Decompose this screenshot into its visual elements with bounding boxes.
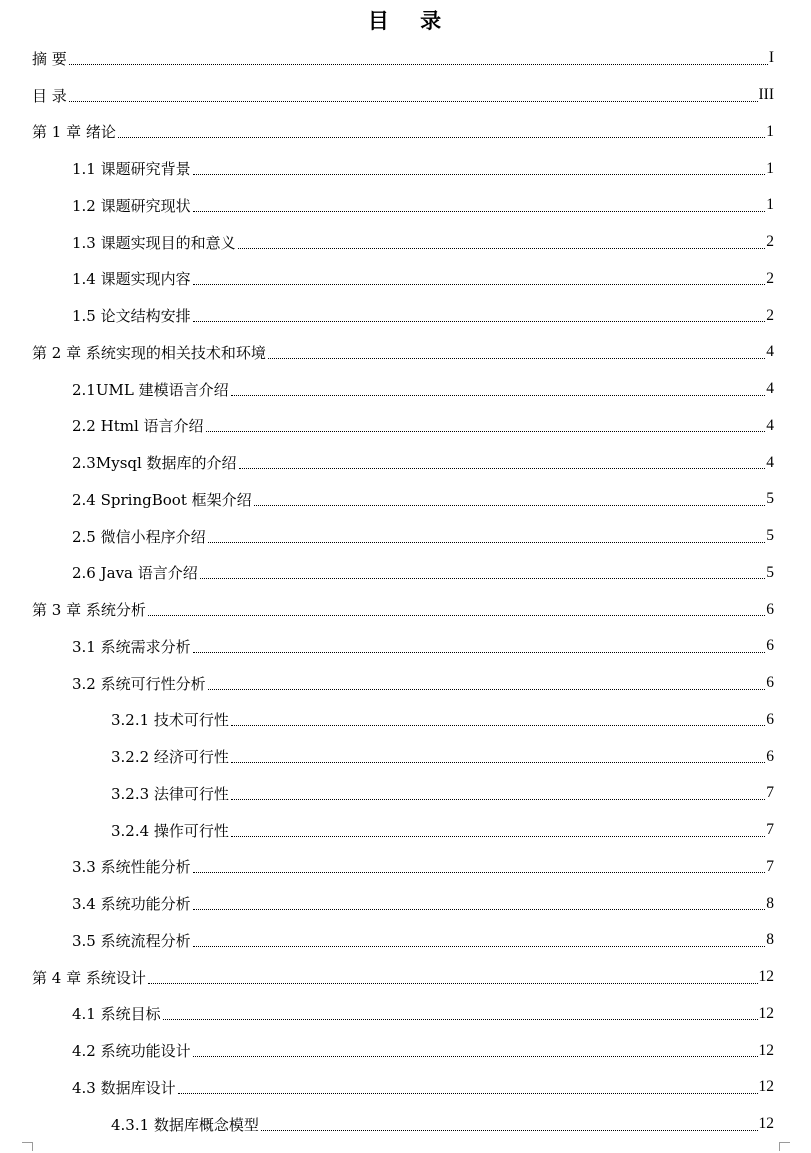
- toc-entry-page-number: 2: [766, 269, 774, 287]
- toc-entry[interactable]: [0, 591, 811, 628]
- toc-entry-page-number: 1: [766, 122, 774, 140]
- toc-entry[interactable]: [0, 702, 811, 739]
- toc-entry[interactable]: [0, 665, 811, 702]
- toc-entry-page-number: 4: [766, 343, 774, 361]
- toc-entry-page-number: 4: [766, 416, 774, 434]
- toc-entry-title: 4.1 系统目标: [72, 1005, 161, 1024]
- dot-leader: [231, 725, 765, 726]
- dot-leader: [193, 946, 766, 947]
- toc-entry[interactable]: [0, 444, 811, 481]
- toc-entry[interactable]: [0, 885, 811, 922]
- toc-entry-title: 3.2.3 法律可行性: [111, 784, 229, 803]
- toc-entry-page-number: 8: [766, 894, 774, 912]
- toc-entry-page-number: 6: [766, 710, 774, 728]
- dot-leader: [261, 1130, 758, 1131]
- toc-entry[interactable]: [0, 334, 811, 371]
- toc-entry-page-number: 2: [766, 306, 774, 324]
- toc-entry-page-number: 4: [766, 453, 774, 471]
- dot-leader: [231, 762, 765, 763]
- toc-entry[interactable]: [0, 812, 811, 849]
- toc-entry[interactable]: [0, 297, 811, 334]
- toc-entry[interactable]: [0, 959, 811, 996]
- dot-leader: [238, 248, 766, 249]
- dot-leader: [193, 652, 766, 653]
- toc-entry[interactable]: [0, 775, 811, 812]
- dot-leader: [118, 137, 765, 138]
- dot-leader: [193, 174, 766, 175]
- toc-entry-title: 3.2.1 技术可行性: [111, 711, 229, 730]
- toc-entry-title: 2.3Mysql 数据库的介绍: [72, 454, 237, 473]
- toc-entry-title: 3.2 系统可行性分析: [72, 674, 206, 693]
- dot-leader: [69, 64, 768, 65]
- dot-leader: [268, 358, 765, 359]
- dot-leader: [254, 505, 766, 506]
- dot-leader: [193, 1056, 758, 1057]
- dot-leader: [163, 1019, 758, 1020]
- dot-leader: [193, 872, 766, 873]
- dot-leader: [208, 689, 766, 690]
- toc-entry-page-number: 6: [766, 600, 774, 618]
- toc-entry[interactable]: [0, 371, 811, 408]
- toc-entry-title: 3.2.4 操作可行性: [111, 821, 229, 840]
- page-corner-mark-right: [779, 1142, 790, 1151]
- toc-entry-page-number: 5: [766, 563, 774, 581]
- toc-entry-page-number: 12: [758, 1041, 774, 1059]
- toc-entry-page-number: 4: [766, 380, 774, 398]
- toc-entry-title: 2.6 Java 语言介绍: [72, 564, 198, 583]
- toc-entry-page-number: I: [768, 49, 774, 67]
- toc-entry-page-number: 1: [766, 159, 774, 177]
- toc-entry-page-number: 5: [766, 490, 774, 508]
- toc-entry-page-number: 12: [758, 968, 774, 986]
- toc-entry-title: 4.2 系统功能设计: [72, 1042, 191, 1061]
- toc-entry[interactable]: [0, 261, 811, 298]
- toc-entry-page-number: III: [758, 86, 774, 104]
- toc-entry-title: 4.3 数据库设计: [72, 1078, 176, 1097]
- toc-entry-page-number: 7: [766, 821, 774, 839]
- dot-leader: [231, 395, 766, 396]
- toc-entry-page-number: 1: [766, 196, 774, 214]
- dot-leader: [239, 468, 766, 469]
- dot-leader: [148, 983, 758, 984]
- toc-entry[interactable]: [0, 996, 811, 1033]
- toc-entry[interactable]: [0, 224, 811, 261]
- toc-entry[interactable]: [0, 77, 811, 114]
- toc-entry-title: 2.5 微信小程序介绍: [72, 527, 206, 546]
- toc-entry-title: 4.3.1 数据库概念模型: [111, 1115, 259, 1134]
- dot-leader: [231, 836, 765, 837]
- toc-title: 目 录: [367, 8, 454, 33]
- toc-entry[interactable]: [0, 408, 811, 445]
- toc-entry-page-number: 12: [758, 1115, 774, 1133]
- toc-entry-title: 第 2 章 系统实现的相关技术和环境: [32, 343, 266, 362]
- toc-entry[interactable]: [0, 481, 811, 518]
- toc-entry[interactable]: [0, 922, 811, 959]
- toc-entry[interactable]: [0, 114, 811, 151]
- toc-entry-page-number: 5: [766, 527, 774, 545]
- toc-entry-page-number: 6: [766, 637, 774, 655]
- dot-leader: [193, 284, 766, 285]
- toc-entry-page-number: 12: [758, 1078, 774, 1096]
- toc-entry-title: 1.5 论文结构安排: [72, 307, 191, 326]
- toc-entry[interactable]: [0, 187, 811, 224]
- toc-entry-title: 2.4 SpringBoot 框架介绍: [72, 490, 252, 509]
- toc-entry-title: 第 4 章 系统设计: [32, 968, 146, 987]
- dot-leader: [178, 1093, 758, 1094]
- dot-leader: [208, 542, 766, 543]
- toc-entry[interactable]: [0, 738, 811, 775]
- dot-leader: [231, 799, 765, 800]
- dot-leader: [69, 101, 758, 102]
- toc-entry-title: 2.2 Html 语言介绍: [72, 417, 204, 436]
- dot-leader: [148, 615, 765, 616]
- toc-entry-title: 3.5 系统流程分析: [72, 931, 191, 950]
- toc-entry[interactable]: [0, 849, 811, 886]
- toc-entry-page-number: 7: [766, 857, 774, 875]
- toc-entry-title: 2.1UML 建模语言介绍: [72, 380, 229, 399]
- toc-entry[interactable]: [0, 1106, 811, 1143]
- toc-entry-title: 3.4 系统功能分析: [72, 895, 191, 914]
- toc-entry[interactable]: [0, 628, 811, 665]
- toc-entry[interactable]: [0, 555, 811, 592]
- toc-entry[interactable]: [0, 40, 811, 77]
- toc-entry-title: 1.4 课题实现内容: [72, 270, 191, 289]
- toc-entry-page-number: 12: [758, 1004, 774, 1022]
- toc-entry-title: 第 1 章 绪论: [32, 123, 116, 142]
- toc-list: [0, 40, 811, 1143]
- dot-leader: [193, 211, 766, 212]
- toc-entry-title: 3.2.2 经济可行性: [111, 748, 229, 767]
- toc-entry-page-number: 6: [766, 674, 774, 692]
- toc-entry-page-number: 7: [766, 784, 774, 802]
- toc-entry-title: 摘 要: [32, 49, 67, 68]
- toc-entry-title: 3.1 系统需求分析: [72, 637, 191, 656]
- page-corner-mark-left: [22, 1142, 33, 1151]
- dot-leader: [193, 909, 766, 910]
- toc-entry-title: 1.3 课题实现目的和意义: [72, 233, 236, 252]
- toc-entry-title: 1.2 课题研究现状: [72, 196, 191, 215]
- dot-leader: [193, 321, 766, 322]
- toc-entry-page-number: 6: [766, 747, 774, 765]
- dot-leader: [200, 578, 765, 579]
- toc-entry-title: 3.3 系统性能分析: [72, 858, 191, 877]
- toc-entry[interactable]: [0, 518, 811, 555]
- toc-entry-title: 1.1 课题研究背景: [72, 160, 191, 179]
- toc-entry[interactable]: [0, 150, 811, 187]
- toc-entry-page-number: 2: [766, 233, 774, 251]
- toc-entry[interactable]: [0, 1032, 811, 1069]
- dot-leader: [206, 431, 766, 432]
- toc-entry-page-number: 8: [766, 931, 774, 949]
- toc-entry[interactable]: [0, 1069, 811, 1106]
- toc-entry-title: 目 录: [32, 86, 67, 105]
- toc-entry-title: 第 3 章 系统分析: [32, 601, 146, 620]
